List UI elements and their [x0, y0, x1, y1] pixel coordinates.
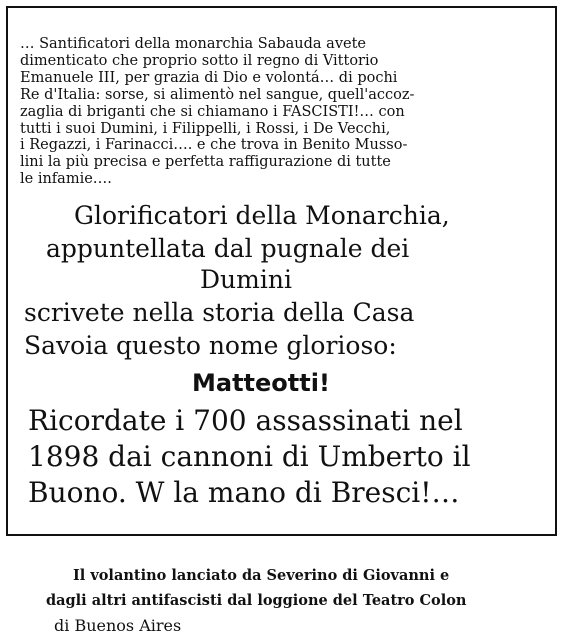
intro-line: i Regazzi, i Farinacci…. e che trova in Benito Musso- — [20, 137, 408, 154]
ricordate-line: Ricordate i 700 assassinati nel — [28, 404, 463, 437]
intro-line: tutti i suoi Dumini, i Filippelli, i Rossi, i De Vecchi, — [20, 120, 391, 137]
glorificatori-line: Savoia questo nome glorioso: — [24, 331, 397, 360]
caption-line: di Buenos Aires — [54, 616, 182, 635]
intro-paragraph — [20, 36, 542, 188]
caption-line: Il volantino lanciato da Severino di Giovanni e — [73, 567, 450, 584]
ricordate-line: Buono. W la mano di Bresci!… — [28, 476, 460, 509]
glorificatori-line: Glorificatori della Monarchia, — [74, 201, 450, 230]
intro-line: Re d'Italia: sorse, si alimentò nel sangue, quell'accoz- — [20, 86, 415, 103]
leaflet-frame — [6, 6, 557, 536]
ricordate-line: 1898 dai cannoni di Umberto il — [28, 440, 471, 473]
intro-line: le infamie…. — [20, 171, 112, 188]
intro-line: lini la più precisa e perfetta raffigurazione di tutte — [20, 154, 391, 171]
intro-line: zaglia di briganti che si chiamano i FASCISTI!… con — [20, 103, 405, 120]
caption-line: dagli altri antifascisti dal loggione del Teatro Colon — [46, 592, 467, 609]
glorificatori-line: Dumini — [200, 265, 292, 294]
intro-line: … Santificatori della monarchia Sabauda avete — [20, 36, 367, 52]
intro-line: dimenticato che proprio sotto il regno di Vittorio — [20, 52, 379, 69]
glorificatori-line: appuntellata dal pugnale dei — [46, 234, 410, 263]
intro-line: Emanuele III, per grazia di Dio e volontá… di pochi — [20, 69, 398, 86]
matteotti-heading: Matteotti! — [192, 369, 330, 397]
glorificatori-line: scrivete nella storia della Casa — [24, 298, 415, 327]
